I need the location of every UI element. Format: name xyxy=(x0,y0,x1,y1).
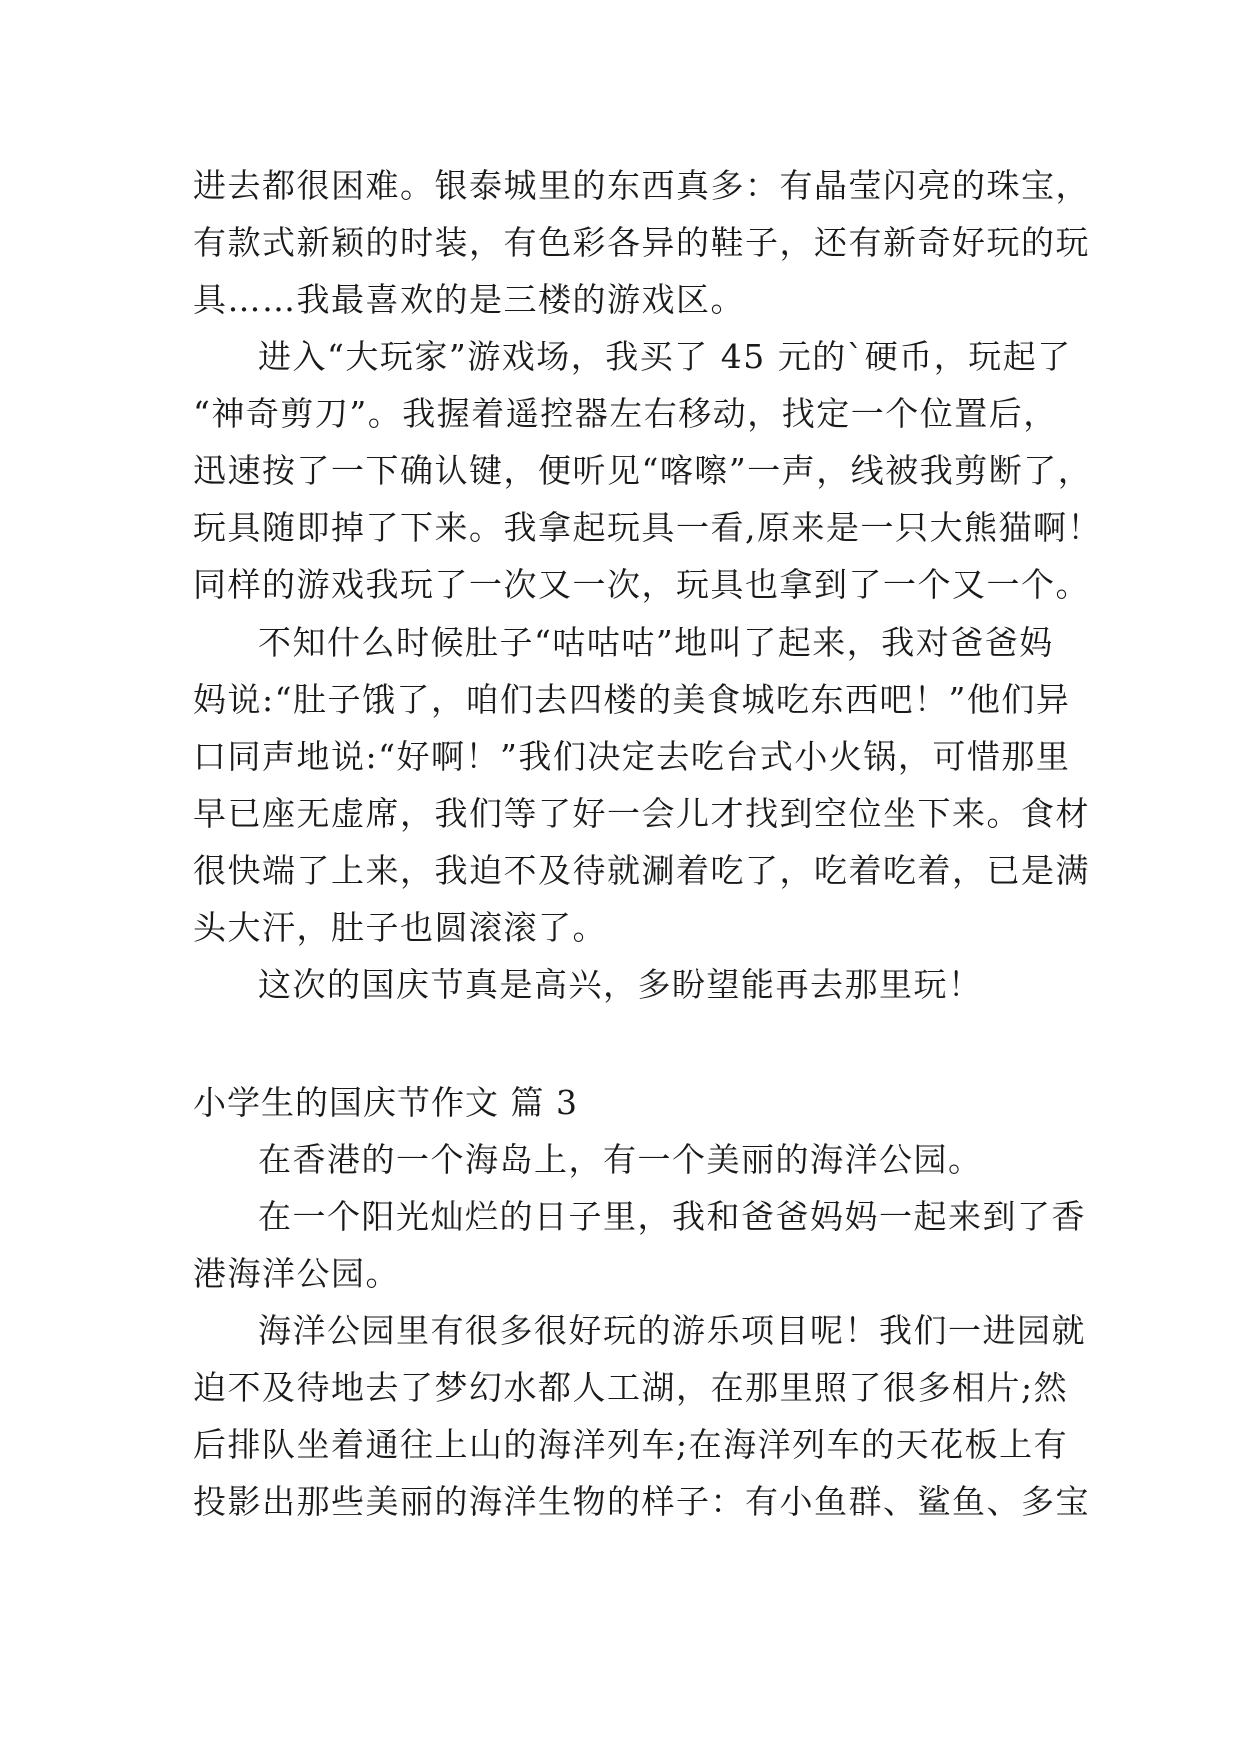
paragraph-line: 头大汗，肚子也圆滚滚了。 xyxy=(193,908,607,947)
section-heading: 小学生的国庆节作文 篇 3 xyxy=(193,1083,578,1122)
paragraph-line: 进入“大玩家”游戏场，我买了 45 元的`硬币，玩起了 xyxy=(258,337,1072,376)
paragraph-line: 迅速按了一下确认键，便听见“喀嚓”一声，线被我剪断了， xyxy=(193,451,1093,490)
paragraph-line: 在一个阳光灿烂的日子里，我和爸爸妈妈一起来到了香 xyxy=(258,1197,1086,1236)
paragraph-line: 投影出那些美丽的海洋生物的样子：有小鱼群、鲨鱼、多宝 xyxy=(193,1482,1090,1521)
paragraph-line: 具……我最喜欢的是三楼的游戏区。 xyxy=(193,280,745,319)
paragraph-line: 妈说:“肚子饿了，咱们去四楼的美食城吃东西吧！”他们异 xyxy=(193,680,1071,719)
paragraph-line: 有款式新颖的时装，有色彩各异的鞋子，还有新奇好玩的玩 xyxy=(193,223,1090,262)
paragraph-line: 早已座无虚席，我们等了好一会儿才找到空位坐下来。食材 xyxy=(193,794,1090,833)
paragraph-line: 玩具随即掉了下来。我拿起玩具一看,原来是一只大熊猫啊！ xyxy=(193,508,1102,547)
paragraph-line: 这次的国庆节真是高兴，多盼望能再去那里玩！ xyxy=(258,965,983,1004)
paragraph-line: 港海洋公园。 xyxy=(193,1254,400,1293)
paragraph-line: 同样的游戏我玩了一次又一次，玩具也拿到了一个又一个。 xyxy=(193,565,1090,604)
paragraph-line: 在香港的一个海岛上，有一个美丽的海洋公园。 xyxy=(258,1140,983,1179)
paragraph-line: 海洋公园里有很多很好玩的游乐项目呢！我们一进园就 xyxy=(258,1311,1086,1350)
paragraph-line: 口同声地说:“好啊！”我们决定去吃台式小火锅，可惜那里 xyxy=(193,737,1071,776)
paragraph-line: 迫不及待地去了梦幻水都人工湖，在那里照了很多相片;然 xyxy=(193,1368,1069,1407)
paragraph-line: 后排队坐着通往上山的海洋列车;在海洋列车的天花板上有 xyxy=(193,1425,1069,1464)
paragraph-line: 不知什么时候肚子“咕咕咕”地叫了起来，我对爸爸妈 xyxy=(258,623,1054,662)
paragraph-line: “神奇剪刀”。我握着遥控器左右移动，找定一个位置后， xyxy=(193,394,1058,433)
paragraph-line: 进去都很困难。银泰城里的东西真多：有晶莹闪亮的珠宝， xyxy=(193,166,1090,205)
paragraph-line: 很快端了上来，我迫不及待就涮着吃了，吃着吃着，已是满 xyxy=(193,851,1090,890)
